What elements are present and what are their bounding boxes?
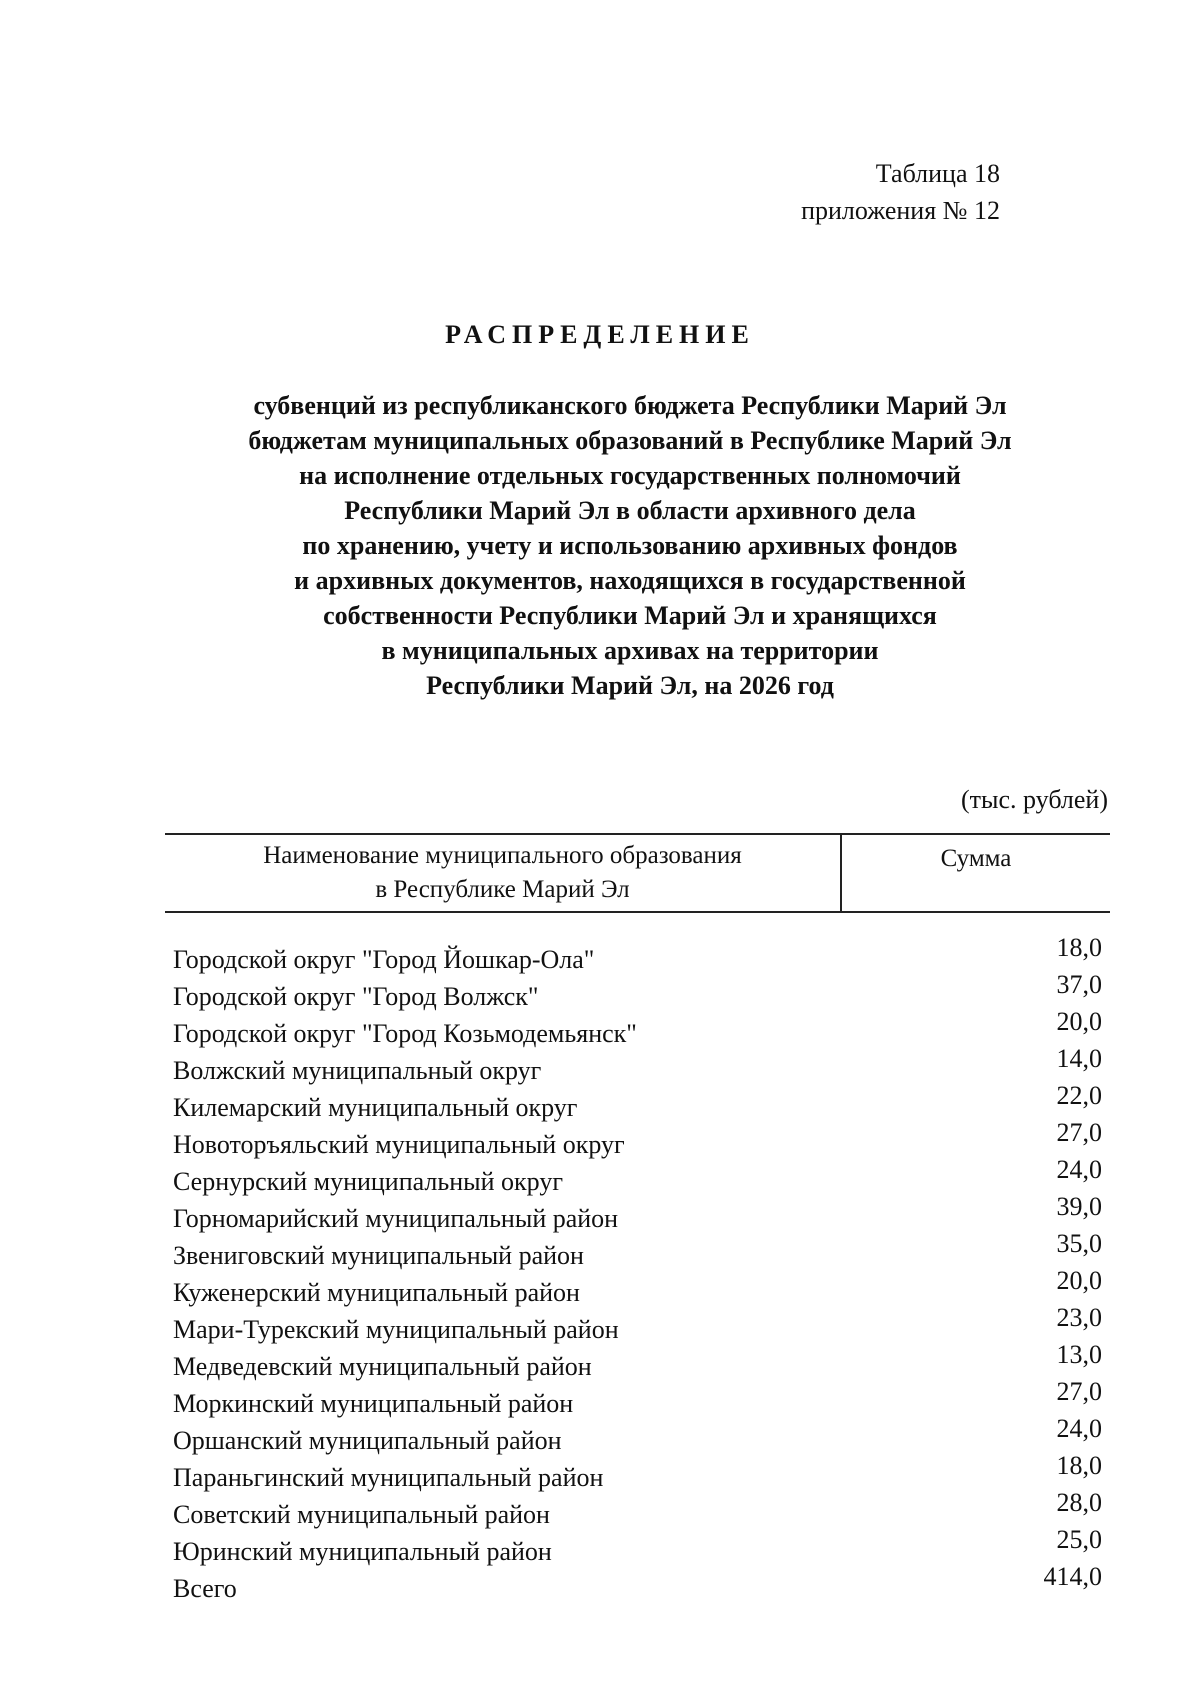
subtitle-line: и архивных документов, находящихся в государственной	[294, 566, 966, 595]
row-value: 28,0	[1056, 1488, 1102, 1517]
subtitle-line: в муниципальных архивах на территории	[381, 636, 879, 665]
row-name: Мари-Турекский муниципальный район	[173, 1315, 619, 1344]
row-name: Городской округ "Город Козьмодемьянск"	[173, 1019, 637, 1048]
row-value: 24,0	[1056, 1155, 1102, 1184]
table-row	[165, 1081, 1110, 1122]
subtitle-line: Республики Марий Эл в области архивного дела	[344, 496, 916, 525]
subtitle-line: Республики Марий Эл, на 2026 год	[426, 671, 834, 700]
row-value-total: 414,0	[1043, 1562, 1102, 1591]
table-row	[165, 970, 1110, 1011]
row-name: Звениговский муниципальный район	[173, 1241, 584, 1270]
table-header	[165, 833, 1110, 913]
table-row	[165, 1340, 1110, 1381]
subtitle-line: по хранению, учету и использованию архивных фондов	[302, 531, 958, 560]
row-name: Куженерский муниципальный район	[173, 1278, 580, 1307]
row-value: 24,0	[1056, 1414, 1102, 1443]
distribution-table	[165, 833, 1110, 1603]
subtitle-line: бюджетам муниципальных образований в Республике Марий Эл	[248, 426, 1012, 455]
row-name: Оршанский муниципальный район	[173, 1426, 562, 1455]
table-row	[165, 1266, 1110, 1307]
row-value: 35,0	[1056, 1229, 1102, 1258]
table-row	[165, 1192, 1110, 1233]
row-value: 14,0	[1056, 1044, 1102, 1073]
table-row	[165, 1044, 1110, 1085]
row-value: 27,0	[1056, 1118, 1102, 1147]
row-value: 27,0	[1056, 1377, 1102, 1406]
subtitle-line: собственности Республики Марий Эл и хранящихся	[323, 601, 937, 630]
row-value: 20,0	[1056, 1007, 1102, 1036]
table-row	[165, 1118, 1110, 1159]
header-municipality-line1: Наименование муниципального образования	[263, 842, 742, 869]
table-row	[165, 1303, 1110, 1344]
table-row	[165, 1229, 1110, 1270]
table-row	[165, 933, 1110, 974]
subtitle-line: на исполнение отдельных государственных полномочий	[299, 461, 961, 490]
table-body	[165, 933, 1110, 1603]
table-row	[165, 1451, 1110, 1492]
table-row-total	[165, 1562, 1110, 1603]
row-name: Новоторъяльский муниципальный округ	[173, 1130, 625, 1159]
table-row	[165, 1377, 1110, 1418]
row-name: Городской округ "Город Йошкар-Ола"	[173, 945, 595, 974]
row-value: 37,0	[1056, 970, 1102, 999]
row-value: 18,0	[1056, 1451, 1102, 1480]
table-row	[165, 1007, 1110, 1048]
row-name: Параньгинский муниципальный район	[173, 1463, 604, 1492]
document-heading: РАСПРЕДЕЛЕНИЕ	[445, 320, 755, 349]
header-municipality-line2: в Республике Марий Эл	[375, 876, 630, 903]
table-reference	[801, 155, 1000, 229]
row-name: Моркинский муниципальный район	[173, 1389, 574, 1418]
table-row	[165, 1525, 1110, 1566]
row-value: 25,0	[1056, 1525, 1102, 1554]
row-value: 18,0	[1056, 933, 1102, 962]
header-sum: Сумма	[940, 845, 1012, 872]
appendix-number: приложения № 12	[801, 196, 1000, 225]
row-name: Сернурский муниципальный округ	[173, 1167, 563, 1196]
row-name: Килемарский муниципальный округ	[173, 1093, 578, 1122]
row-name: Волжский муниципальный округ	[173, 1056, 542, 1085]
row-name: Советский муниципальный район	[173, 1500, 550, 1529]
row-value: 23,0	[1056, 1303, 1102, 1332]
row-name: Медведевский муниципальный район	[173, 1352, 592, 1381]
header-municipality	[165, 835, 842, 911]
subtitle-line: субвенций из республиканского бюджета Республики Марий Эл	[253, 391, 1007, 420]
units-label: (тыс. рублей)	[960, 785, 1108, 814]
table-number: Таблица 18	[875, 159, 1000, 188]
row-value: 20,0	[1056, 1266, 1102, 1295]
table-row	[165, 1414, 1110, 1455]
row-value: 13,0	[1056, 1340, 1102, 1369]
table-row	[165, 1155, 1110, 1196]
row-name: Городской округ "Город Волжск"	[173, 982, 539, 1011]
row-name: Горномарийский муниципальный район	[173, 1204, 619, 1233]
row-value: 22,0	[1056, 1081, 1102, 1110]
row-value: 39,0	[1056, 1192, 1102, 1221]
row-name: Юринский муниципальный район	[173, 1537, 552, 1566]
table-row	[165, 1488, 1110, 1529]
document-subtitle	[200, 388, 1060, 703]
row-name-total: Всего	[173, 1574, 237, 1603]
